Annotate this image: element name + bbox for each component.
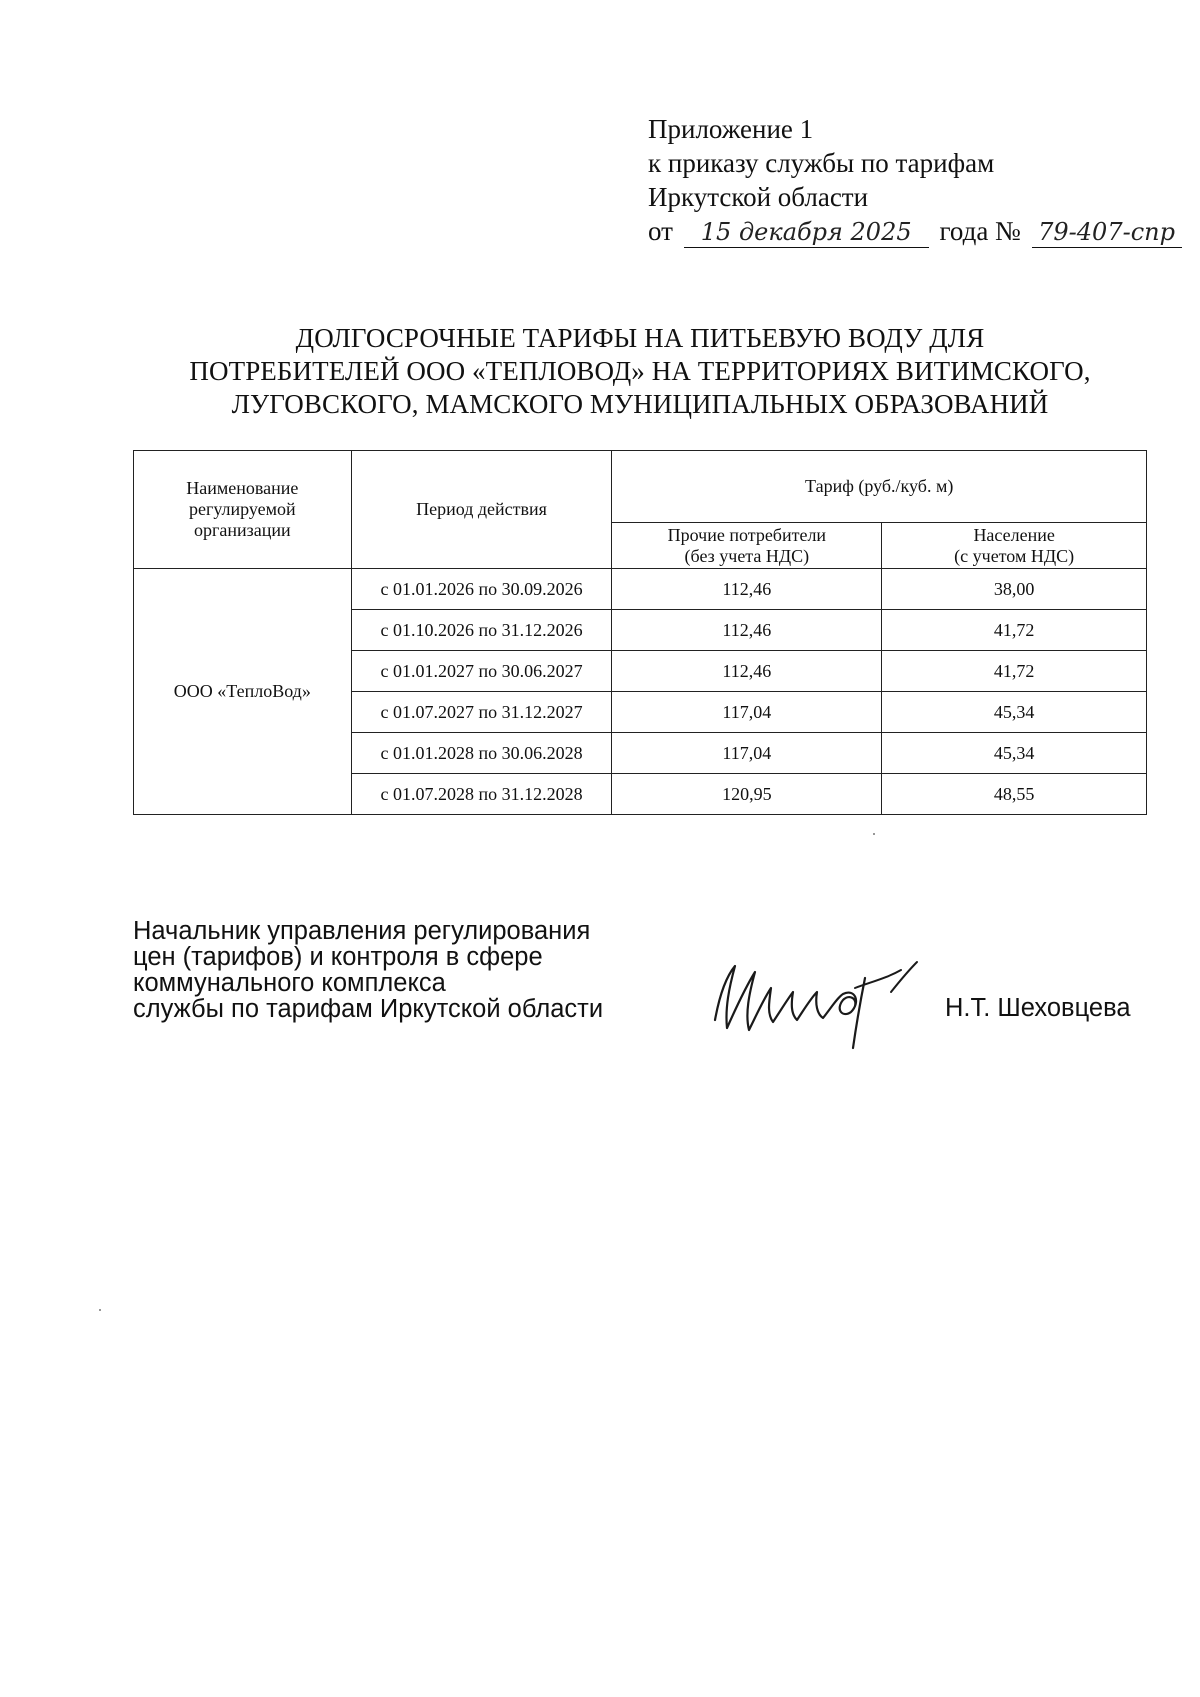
position-line-2: цен (тарифов) и контроля в сфере bbox=[133, 943, 543, 971]
appendix-date-line bbox=[648, 214, 1175, 248]
table-header-row bbox=[134, 451, 1147, 523]
other-tariff-cell: 117,04 bbox=[612, 733, 882, 774]
from-prefix: от bbox=[648, 216, 673, 246]
appendix-order-ref: к приказу службы по тарифам bbox=[648, 148, 995, 178]
table-row bbox=[134, 569, 1147, 610]
handwritten-signature-icon bbox=[705, 948, 925, 1058]
title-line-3: ЛУГОВСКОГО, МАМСКОГО МУНИЦИПАЛЬНЫХ ОБРАЗОВАНИЙ bbox=[231, 389, 1049, 419]
header-period: Период действия bbox=[351, 451, 612, 569]
appendix-region: Иркутской области bbox=[648, 182, 869, 212]
population-tariff-cell: 38,00 bbox=[882, 569, 1147, 610]
period-cell: с 01.07.2028 по 31.12.2028 bbox=[351, 774, 612, 815]
other-tariff-cell: 117,04 bbox=[612, 692, 882, 733]
header-population bbox=[882, 523, 1147, 569]
population-tariff-cell: 48,55 bbox=[882, 774, 1147, 815]
population-tariff-cell: 41,72 bbox=[882, 651, 1147, 692]
appendix-header bbox=[648, 112, 1175, 248]
header-org-line: регулируемой bbox=[188, 499, 296, 519]
tariff-table bbox=[133, 450, 1147, 815]
header-organization bbox=[134, 451, 352, 569]
period-cell: с 01.01.2027 по 30.06.2027 bbox=[351, 651, 612, 692]
period-cell: с 01.01.2028 по 30.06.2028 bbox=[351, 733, 612, 774]
title-line-2: ПОТРЕБИТЕЛЕЙ ООО «ТЕПЛОВОД» НА ТЕРРИТОРИЯХ ВИТИМСКОГО, bbox=[189, 356, 1091, 386]
other-tariff-cell: 120,95 bbox=[612, 774, 882, 815]
header-other-line: Прочие потребители bbox=[667, 524, 827, 545]
header-other-line: (без учета НДС) bbox=[684, 545, 810, 566]
header-other-consumers bbox=[612, 523, 882, 569]
other-tariff-cell: 112,46 bbox=[612, 651, 882, 692]
header-population-line: (с учетом НДС) bbox=[954, 545, 1075, 566]
signatory-position bbox=[133, 918, 653, 1022]
other-tariff-cell: 112,46 bbox=[612, 569, 882, 610]
handwritten-date: 15 декабря 2025 bbox=[684, 217, 929, 248]
population-tariff-cell: 41,72 bbox=[882, 610, 1147, 651]
appendix-title: Приложение 1 bbox=[648, 114, 814, 144]
organization-cell: ООО «ТеплоВод» bbox=[134, 569, 352, 815]
population-tariff-cell: 45,34 bbox=[882, 733, 1147, 774]
scan-speck bbox=[99, 1309, 101, 1311]
header-org-line: организации bbox=[194, 520, 291, 540]
year-number-label: года № bbox=[939, 216, 1021, 246]
position-line-3: коммунального комплекса bbox=[133, 969, 446, 997]
header-population-line: Население bbox=[973, 524, 1055, 545]
handwritten-order-number: 79-407-спр bbox=[1032, 217, 1182, 248]
position-line-4: службы по тарифам Иркутской области bbox=[133, 995, 604, 1023]
header-tariff: Тариф (руб./куб. м) bbox=[612, 451, 1147, 523]
period-cell: с 01.01.2026 по 30.09.2026 bbox=[351, 569, 612, 610]
document-title bbox=[140, 322, 1140, 421]
population-tariff-cell: 45,34 bbox=[882, 692, 1147, 733]
scan-speck bbox=[873, 833, 875, 835]
position-line-1: Начальник управления регулирования bbox=[133, 917, 591, 945]
title-line-1: ДОЛГОСРОЧНЫЕ ТАРИФЫ НА ПИТЬЕВУЮ ВОДУ ДЛЯ bbox=[295, 323, 985, 353]
header-org-line: Наименование bbox=[186, 478, 299, 498]
signer-name: Н.Т. Шеховцева bbox=[945, 994, 1131, 1022]
period-cell: с 01.07.2027 по 31.12.2027 bbox=[351, 692, 612, 733]
period-cell: с 01.10.2026 по 31.12.2026 bbox=[351, 610, 612, 651]
other-tariff-cell: 112,46 bbox=[612, 610, 882, 651]
